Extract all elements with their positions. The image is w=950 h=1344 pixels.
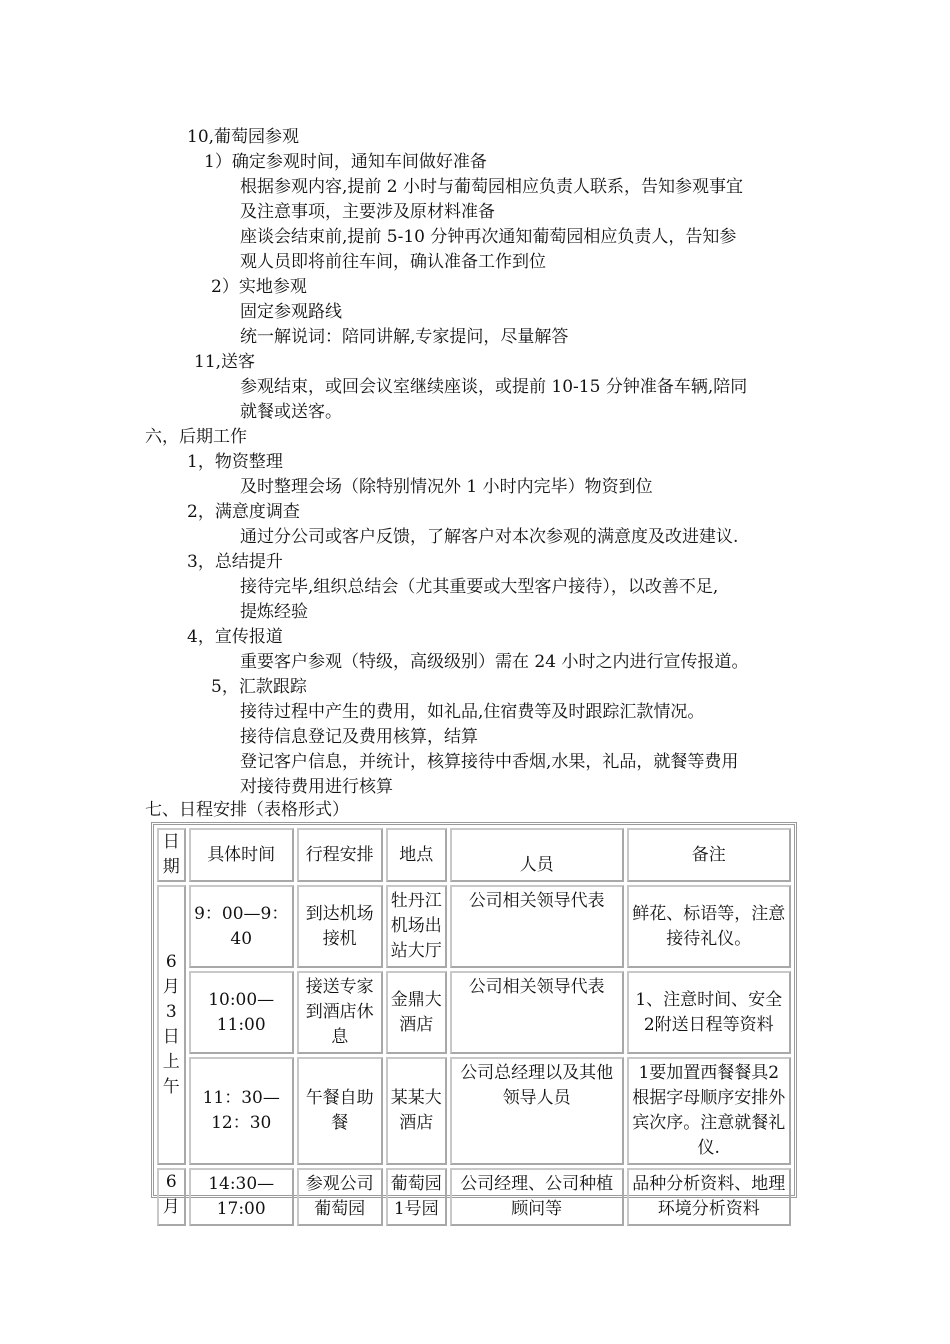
paragraph-line: 接待完毕,组织总结会（尤其重要或大型客户接待），以改善不足, (240, 577, 719, 597)
paragraph-line: 座谈会结束前,提前 5-10 分钟再次通知葡萄园相应负责人，告知参 (240, 227, 737, 247)
paragraph-line: 对接待费用进行核算 (240, 777, 393, 797)
note-cell: 1、注意时间、安全2附送日程等资料 (627, 971, 791, 1054)
time-cell: 9：00—9：40 (189, 885, 294, 968)
header-plan: 行程安排 (297, 828, 383, 882)
paragraph-line: 统一解说词：陪同讲解,专家提问，尽量解答 (240, 327, 569, 347)
paragraph-line: 就餐或送客。 (240, 402, 342, 422)
plan-cell: 接送专家到酒店休息 (297, 971, 383, 1054)
section-10-heading: 10,葡萄园参观 (187, 127, 300, 147)
item-heading: 5，汇款跟踪 (211, 677, 307, 697)
subsection-heading: 1）确定参观时间，通知车间做好准备 (204, 152, 487, 172)
note-cell: 1要加置西餐餐具2根据字母顺序安排外宾次序。注意就餐礼仪. (627, 1057, 791, 1165)
item-heading: 4，宣传报道 (187, 627, 283, 647)
note-cell: 品种分析资料、地理环境分析资料 (627, 1168, 791, 1226)
time-cell: 11：30—12：30 (189, 1057, 294, 1165)
time-cell: 10:00—11:00 (189, 971, 294, 1054)
paragraph-line: 参观结束，或回会议室继续座谈，或提前 10-15 分钟准备车辆,陪同 (240, 377, 748, 397)
paragraph-line: 根据参观内容,提前 2 小时与葡萄园相应负责人联系，告知参观事宜 (240, 177, 744, 197)
paragraph-line: 接待过程中产生的费用，如礼品,住宿费等及时跟踪汇款情况。 (240, 702, 705, 722)
item-heading: 1，物资整理 (187, 452, 283, 472)
table-row (157, 1168, 791, 1226)
paragraph-line: 通过分公司或客户反馈，了解客户对本次参观的满意度及改进建议. (240, 527, 739, 547)
header-place: 地点 (386, 828, 447, 882)
people-cell: 公司总经理以及其他领导人员 (450, 1057, 624, 1165)
header-note: 备注 (627, 828, 791, 882)
paragraph-line: 登记客户信息，并统计，核算接待中香烟,水果，礼品，就餐等费用 (240, 752, 739, 772)
item-heading: 3，总结提升 (187, 552, 283, 572)
table-row (157, 1057, 791, 1165)
table-row (157, 971, 791, 1054)
subsection-heading: 2）实地参观 (211, 277, 307, 297)
paragraph-line: 及时整理会场（除特别情况外 1 小时内完毕）物资到位 (240, 477, 653, 497)
paragraph-line: 重要客户参观（特级，高级级别）需在 24 小时之内进行宣传报道。 (240, 652, 749, 672)
plan-cell: 参观公司葡萄园 (297, 1168, 383, 1226)
people-cell: 公司相关领导代表 (450, 885, 624, 968)
place-cell: 牡丹江机场出站大厅 (386, 885, 447, 968)
table-header-row (157, 828, 791, 882)
people-cell: 公司相关领导代表 (450, 971, 624, 1054)
place-cell: 金鼎大酒店 (386, 971, 447, 1054)
place-cell: 葡萄园1号园 (386, 1168, 447, 1226)
section-11-heading: 11,送客 (194, 352, 256, 372)
people-cell: 公司经理、公司种植顾问等 (450, 1168, 624, 1226)
item-heading: 2，满意度调查 (187, 502, 300, 522)
header-date: 日期 (157, 828, 186, 882)
plan-cell: 到达机场接机 (297, 885, 383, 968)
time-cell: 14:30—17:00 (189, 1168, 294, 1226)
plan-cell: 午餐自助餐 (297, 1057, 383, 1165)
place-cell: 某某大酒店 (386, 1057, 447, 1165)
chapter-heading: 六，后期工作 (145, 427, 247, 447)
date-cell: 6月3日上午 (157, 885, 186, 1165)
table-row (157, 885, 791, 968)
header-people: 人员 (450, 828, 624, 882)
paragraph-line: 接待信息登记及费用核算，结算 (240, 727, 478, 747)
paragraph-line: 及注意事项，主要涉及原材料准备 (240, 202, 495, 222)
chapter-heading: 七、日程安排（表格形式） (145, 800, 349, 820)
paragraph-line: 提炼经验 (240, 602, 308, 622)
schedule-table (151, 822, 797, 1219)
date-cell: 6月 (157, 1168, 186, 1226)
note-cell: 鲜花、标语等，注意接待礼仪。 (627, 885, 791, 968)
paragraph-line: 观人员即将前往车间，确认准备工作到位 (240, 252, 546, 272)
header-time: 具体时间 (189, 828, 294, 882)
paragraph-line: 固定参观路线 (240, 302, 342, 322)
